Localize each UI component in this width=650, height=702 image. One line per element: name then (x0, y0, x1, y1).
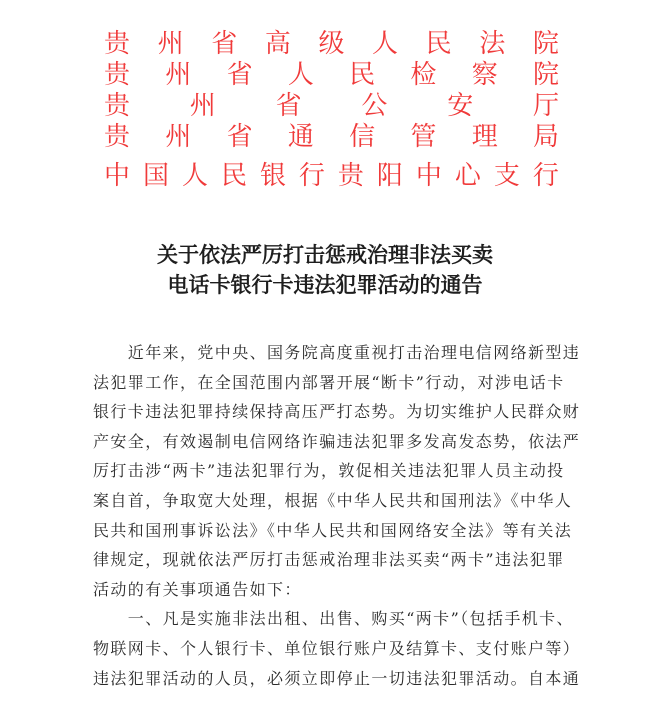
issuer-char: 通 (287, 122, 314, 152)
issuer-char: 检 (410, 60, 437, 90)
issuer-public-security (104, 92, 559, 123)
issuer-char: 中 (415, 161, 442, 191)
body-line: 物联网卡、个人银行卡、单位银行账户及结算卡、支付账户等） (93, 638, 581, 658)
body-line: 律规定，现就依法严厉打击惩戒治理非法买卖“两卡”违法犯罪 (93, 550, 565, 570)
issuer-char: 阳 (376, 161, 403, 191)
issuer-char: 行 (298, 161, 325, 191)
issuing-authorities-header (104, 30, 559, 193)
issuer-char: 法 (479, 29, 506, 59)
body-line: 产安全，有效遏制电信网络诈骗违法犯罪多发高发态势，依法严 (93, 431, 581, 451)
issuer-char: 局 (532, 122, 559, 152)
issuer-char: 级 (318, 29, 345, 59)
body-line: 违法犯罪活动的人员，必须立即停止一切违法犯罪活动。自本通 (93, 668, 581, 688)
issuer-char: 管 (410, 122, 437, 152)
issuer-high-court (104, 30, 559, 61)
body-line: 近年来，党中央、国务院高度重视打击治理电信网络新型违 (93, 343, 581, 362)
document-body (93, 338, 581, 693)
issuer-char: 院 (532, 60, 559, 90)
issuer-communications-admin (104, 123, 559, 154)
issuer-char: 安 (447, 91, 474, 121)
issuer-char: 察 (471, 60, 498, 90)
document-title (100, 240, 550, 300)
issuer-char: 中 (104, 161, 131, 191)
issuer-char: 省 (226, 122, 253, 152)
issuer-char: 州 (157, 29, 184, 59)
title-line-1: 关于依法严厉打击惩戒治理非法买卖 (157, 242, 493, 267)
issuer-char: 贵 (104, 29, 131, 59)
issuer-char: 贵 (104, 60, 131, 90)
issuer-char: 银 (259, 161, 286, 191)
issuer-char: 贵 (104, 91, 131, 121)
issuer-char: 省 (211, 29, 238, 59)
issuer-char: 州 (189, 91, 216, 121)
body-line: 厉打击涉“两卡”违法犯罪行为，敦促相关违法犯罪人员主动投 (93, 461, 565, 481)
issuer-char: 民 (425, 29, 452, 59)
issuer-char: 行 (532, 161, 559, 191)
body-line: 一、凡是实施非法出租、出售、购买“两卡”（包括手机卡、 (93, 609, 574, 629)
issuer-procuratorate (104, 61, 559, 92)
issuer-char: 人 (287, 60, 314, 90)
issuer-char: 国 (142, 161, 169, 191)
issuer-char: 州 (165, 60, 192, 90)
body-line: 活动的有关事项通告如下： (93, 579, 302, 599)
body-line: 法犯罪工作，在全国范围内部署开展“断卡”行动，对涉电话卡 (93, 372, 565, 392)
issuer-char: 厅 (532, 91, 559, 121)
issuer-char: 省 (275, 91, 302, 121)
issuer-char: 民 (349, 60, 376, 90)
issuer-char: 省 (226, 60, 253, 90)
issuer-char: 贵 (104, 122, 131, 152)
issuer-char: 人 (372, 29, 399, 59)
body-line: 银行卡违法犯罪持续保持高压严打态势。为切实维护人民群众财 (93, 402, 581, 422)
title-line-2: 电话卡银行卡违法犯罪活动的通告 (167, 272, 483, 297)
body-line: 案自首，争取宽大处理，根据《中华人民共和国刑法》《中华人 (93, 490, 573, 510)
issuer-char: 心 (454, 161, 481, 191)
body-line: 民共和国刑事诉讼法》《中华人民共和国网络安全法》等有关法 (93, 520, 573, 540)
issuer-char: 高 (264, 29, 291, 59)
issuer-pboc-guiyang (104, 162, 559, 193)
issuer-char: 信 (349, 122, 376, 152)
issuer-char: 公 (361, 91, 388, 121)
issuer-char: 民 (220, 161, 247, 191)
issuer-char: 院 (532, 29, 559, 59)
issuer-char: 贵 (337, 161, 364, 191)
issuer-char: 人 (181, 161, 208, 191)
issuer-char: 支 (493, 161, 520, 191)
issuer-char: 理 (471, 122, 498, 152)
issuer-char: 州 (165, 122, 192, 152)
